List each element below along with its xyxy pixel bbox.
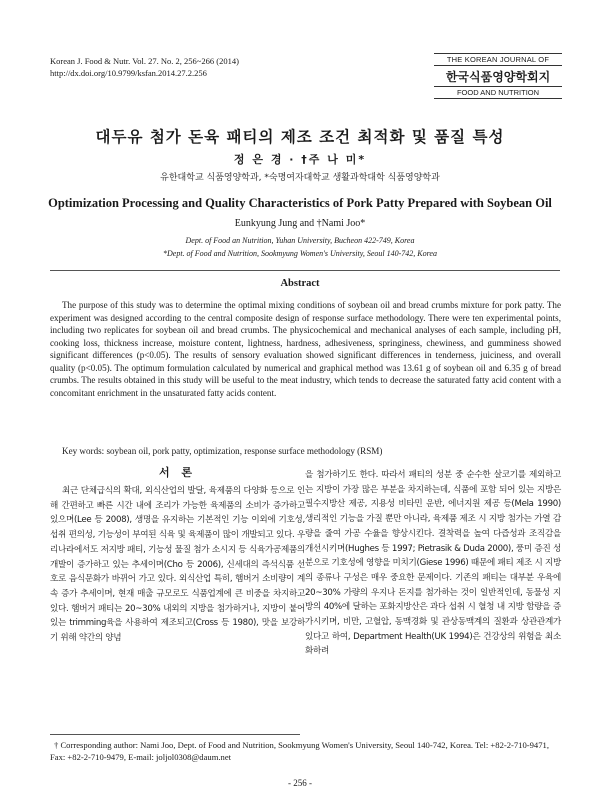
abstract-top-rule [50,270,560,271]
authors-english: Eunkyung Jung and †Nami Joo* [234,218,366,229]
body-text-right-column: 을 첨가하기도 한다. 따라서 패티의 성분 중 순수한 살코기를 제외하고는 지방이 가장 많은 부분을 차지하는데, 식품에 포함 되어 있는 지방은 필수지방산 제공, 지용성 비타민 운반, 에너지원 제공 등(Mela 1990) 생리적인 기능을 가질 뿐만 아니라, 육제품 제조 시 지방 첨가는 가열 감량을 줄여 가공 수율을 향상시킨다. 결착력을 높여 다즙성과 조직감을 개선시키며(Hughes 등 1997; Pietrasik & Duda 2000), 풍미 증진 성분으로 기호성에 영향을 미치기(Giese 1996) 때문에 패티 제조 시 지방의 종류나 구성은 매우 중요한 문제이다. 기존의 패티는 대부분 우육에 20~30% 가량의 우지나 돈지를 첨가하는 것이 일반적인데, 동물성 지방의 40%에 달하는 포화지방산은 과다 섭취 시 혈청 내 지방 함량을 증가시키며, 비만, 고혈압, 동맥경화 및 관상동맥계의 질환과 상관관계가 있다고 하여, Department Health(UK 1994)은 건강상의 위험을 최소화하려 [305,470,561,657]
footnote-rule [50,734,300,735]
abstract-heading: Abstract [280,278,320,289]
doi-link[interactable]: http://dx.doi.org/10.9799/ksfan.2014.27.2.256 [50,68,207,78]
journal-ko: 한국식품영양학회지 [445,70,551,84]
corresponding-author-footnote: † Corresponding author: Nami Joo, Dept. of Food and Nutrition, Sookmyung Women's University, Seoul 140-742, Korea. Tel: +82-2-710-9471, Fax: +82-2-710-9479, E-mail: joljol0308@daum.net [50,740,549,762]
affiliation-english-2: *Dept. of Food and Nutrition, Sookmyung Women's University, Seoul 140-742, Korea [163,249,437,258]
keywords: Key words: soybean oil, pork patty, optimization, response surface methodology (RSM) [62,446,383,456]
section-heading-introduction: 서 론 [158,466,197,479]
journal-logo [434,53,562,97]
body-text-left-column: 최근 단체급식의 확대, 외식산업의 발달, 육제품의 다양화 등으로 인해 간편하고 빠른 시간 내에 조리가 가능한 육제품의 소비가 증가하고 있으며(Lee 등 2008), 생명을 유지하는 기본적인 기능 이외에 기호성, 섭취 편의성, 기능성이 부여된 식육 및 육제품이 많이 개발되고 있다. 우리나라에서도 저지방 패티, 기능성 물질 첨가 소시지 등 식육가공제품의 개발이 증가하고 있는 추세이며(Cho 등 2006), 신세대의 즉석식품 선호로 음식문화가 바뀌어 가고 있다. 외식산업 특히, 햄버거 소비량이 계속 증가 추세이며, 현재 매출 규모로도 식품업계에 큰 비중을 차지하고 있다. 햄버거 패티는 20~30% 내외의 지방을 첨가하거나, 지방이 붙어 있는 trimming육을 사용하여 제조되고(Cross 등 1980), 맛을 보강하기 위해 약간의 양념 [50,486,305,644]
title-english: Optimization Processing and Quality Characteristics of Pork Patty Prepared with Soybean Oil [48,196,552,210]
journal-en-bottom: FOOD AND NUTRITION [434,86,562,99]
affiliation-korean: 유한대학교 식품영양학과, *숙명여자대학교 생활과학대학 식품영양학과 [160,173,440,183]
title-korean: 대두유 첨가 돈육 패티의 제조 조건 최적화 및 품질 특성 [95,128,505,146]
citation-line: Korean J. Food & Nutr. Vol. 27. No. 2, 256~266 (2014) [50,56,239,66]
abstract-text: The purpose of this study was to determine the optimal mixing conditions of soybean oil and bread crumbs mixture for pork patty. The experiment was designed according to the central composite design of response surface methodology. There were ten experimental points, including two replicates for soybean oil and bread crumbs. The physicochemical and mechanical analyses of each sample, including pH, cooking loss, thickness increase, moisture content, lightness, hardness, adhesiveness, springiness, chewiness, and gumminess showed significant differences (p<0.05). The results of sensory evaluation showed significant differences in tenderness, juiciness, and overall quality (p<0.05). The optimum formulation calculated by numerical and graphical method was 13.61 g of soybean oil and 6.35 g of bread crumbs. The results obtained in this study will be useful to the meat industry, which tends to decrease the saturated fatty acid content with a concomitant enrichment in the unsaturated fatty acids content. [50,300,561,398]
citation-header [50,55,239,79]
journal-en-top: THE KOREAN JOURNAL OF [434,53,562,66]
authors-korean: 정 은 경 · †주 나 미* [233,153,367,166]
affiliation-english-1: Dept. of Food an Nutrition, Yuhan University, Bucheon 422-749, Korea [185,236,415,245]
page-number: - 256 - [288,778,312,788]
